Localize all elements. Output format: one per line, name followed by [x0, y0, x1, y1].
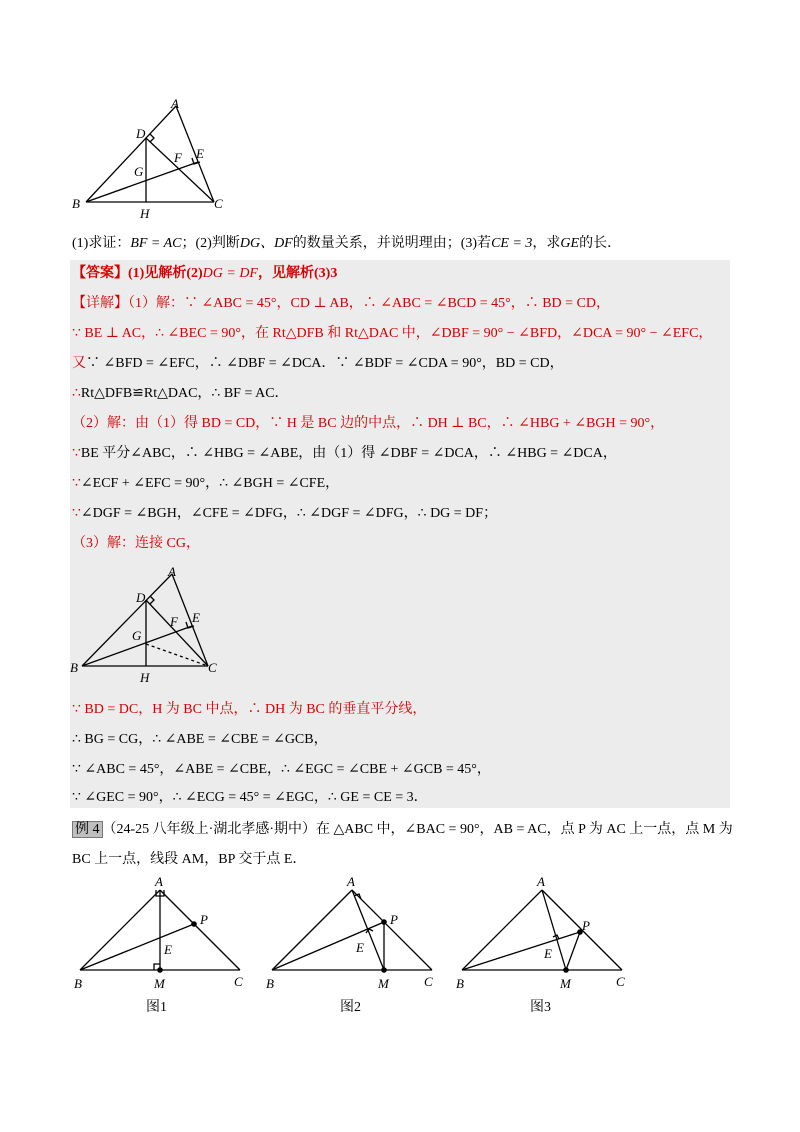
fig-label: A — [347, 876, 355, 889]
fig-label: A — [168, 564, 176, 579]
question-equation: DG、DF — [239, 236, 293, 251]
solution-line — [72, 730, 328, 750]
solution-line — [72, 384, 289, 404]
solution-text: ∠ECF + ∠EFC = 90°，∴ ∠BGH = ∠CFE， — [80, 476, 340, 491]
solution-prefix: 又 — [72, 356, 86, 371]
fig-label: B — [456, 976, 464, 991]
figure-1 — [70, 876, 250, 1000]
solution-text: ∴ BG = CG，∴ ∠ABE = ∠CBE = ∠GCB， — [72, 732, 328, 747]
figure-2 — [262, 876, 442, 1000]
fig-label: F — [170, 614, 178, 629]
solution-line — [72, 534, 200, 554]
fig-label: C — [424, 974, 433, 989]
fig-label: A — [537, 876, 545, 889]
question-equation: BF = AC — [130, 236, 182, 251]
answer-line — [72, 264, 337, 284]
fig-label: F — [174, 150, 182, 165]
fig-label: E — [356, 940, 364, 955]
fig-label: G — [132, 628, 142, 643]
fig-label: E — [164, 942, 172, 957]
solution-text: ∠DGF = ∠BGH，∠CFE = ∠DFG，∴ ∠DGF = ∠DFG，∴ DG = DF； — [80, 506, 498, 521]
fig-label: D — [136, 590, 146, 605]
fig-label: E — [192, 610, 200, 625]
example-line — [72, 820, 733, 840]
solution-text: ∵ ∠GEC = 90°，∴ ∠ECG = 45° = ∠EGC，∴ GE = CE = 3． — [72, 790, 428, 805]
fig-label: G — [134, 164, 144, 179]
solution-text: ∵ BE ⊥ AC，∴ ∠BEC = 90°，在 Rt△DFB 和 Rt△DAC 中，∠DBF = 90° − ∠BFD，∠DCA = 90° − ∠EFC， — [72, 326, 713, 341]
fig-label: M — [378, 976, 389, 991]
solution-line — [72, 760, 491, 780]
figure-caption: 图1 — [146, 1000, 167, 1015]
figure-caption: 图3 — [530, 1000, 551, 1015]
question-part: ，求 — [532, 236, 561, 251]
solution-line — [72, 504, 497, 524]
solution-line — [72, 414, 664, 434]
solution-prefix: ∵ — [72, 476, 81, 491]
question-part: 的长． — [579, 236, 622, 251]
solution-prefix: ∵ — [72, 506, 81, 521]
fig-label: B — [266, 976, 274, 991]
question-line — [72, 234, 621, 254]
fig-label: P — [200, 912, 208, 927]
fig-label: B — [72, 196, 80, 211]
fig-label: C — [616, 974, 625, 989]
solution-text: 【详解】（1）解：∵ ∠ABC = 45°，CD ⊥ AB，∴ ∠ABC = ∠BCD = 45°，∴ BD = CD， — [72, 296, 611, 311]
fig-label: H — [140, 670, 150, 685]
answer-part: ，见解析(3)3 — [258, 266, 338, 281]
question-part: (1)求证： — [72, 236, 131, 251]
solution-line — [72, 474, 339, 494]
solution-text: ∵ ∠ABC = 45°，∠ABE = ∠CBE，∴ ∠EGC = ∠CBE + ∠GCB = 45°， — [72, 762, 491, 777]
example-text: BC 上一点，线段 AM，BP 交于点 E． — [72, 852, 307, 867]
answer-equation: DG = DF — [202, 266, 258, 281]
solution-prefix: ∴ — [72, 386, 81, 401]
solution-line — [72, 354, 564, 374]
top-triangle-figure — [68, 96, 238, 220]
solution-prefix: ∵ — [72, 446, 81, 461]
question-equation: CE = 3 — [491, 236, 533, 251]
solution-line — [72, 788, 428, 808]
fig-label: M — [560, 976, 571, 991]
figure-caption: 图2 — [340, 1000, 361, 1015]
question-part: 的数量关系，并说明理由；(3)若 — [292, 236, 492, 251]
answer-label: 【答案】 — [72, 266, 128, 281]
solution-text: ∵ ∠BFD = ∠EFC，∴ ∠DBF = ∠DCA．∵ ∠BDF = ∠CDA = 90°，BD = CD， — [86, 356, 564, 371]
fig-label: C — [208, 660, 217, 675]
fig-label: A — [171, 96, 179, 111]
fig-label: A — [155, 876, 163, 889]
example-text: （24-25 八年级上·湖北孝感·期中）在 △ABC 中，∠BAC = 90°，AB = AC，点 P 为 AC 上一点，点 M 为 — [102, 822, 733, 837]
mid-triangle-figure — [68, 562, 238, 686]
example-tag: 例 4 — [72, 821, 103, 838]
fig-label: D — [136, 126, 146, 141]
fig-label: C — [234, 974, 243, 989]
solution-text: ∵ BD = DC，H 为 BC 中点，∴ DH 为 BC 的垂直平分线， — [72, 702, 427, 717]
answer-part: (1)见解析(2) — [128, 266, 203, 281]
solution-line — [72, 294, 610, 314]
solution-line — [72, 444, 617, 464]
fig-label: E — [196, 146, 204, 161]
fig-label: C — [214, 196, 223, 211]
fig-label: P — [582, 918, 590, 933]
solution-line — [72, 324, 712, 344]
solution-line — [72, 700, 426, 720]
question-equation: GE — [560, 236, 580, 251]
figure-3 — [452, 876, 632, 1000]
fig-label: P — [390, 912, 398, 927]
fig-label: H — [140, 206, 150, 220]
solution-text: （3）解：连接 CG， — [72, 536, 200, 551]
solution-text: BE 平分∠ABC，∴ ∠HBG = ∠ABE，由（1）得 ∠DBF = ∠DCA，∴ ∠HBG = ∠DCA， — [80, 446, 617, 461]
solution-text: （2）解：由（1）得 BD = CD，∵ H 是 BC 边的中点，∴ DH ⊥ BC，∴ ∠HBG + ∠BGH = 90°， — [72, 416, 665, 431]
solution-text: Rt△DFB≌Rt△DAC，∴ BF = AC． — [80, 386, 289, 401]
fig-label: M — [154, 976, 165, 991]
example-line — [72, 850, 306, 870]
fig-label: B — [74, 976, 82, 991]
fig-label: B — [70, 660, 78, 675]
question-part: ；(2)判断 — [181, 236, 240, 251]
fig-label: E — [544, 946, 552, 961]
